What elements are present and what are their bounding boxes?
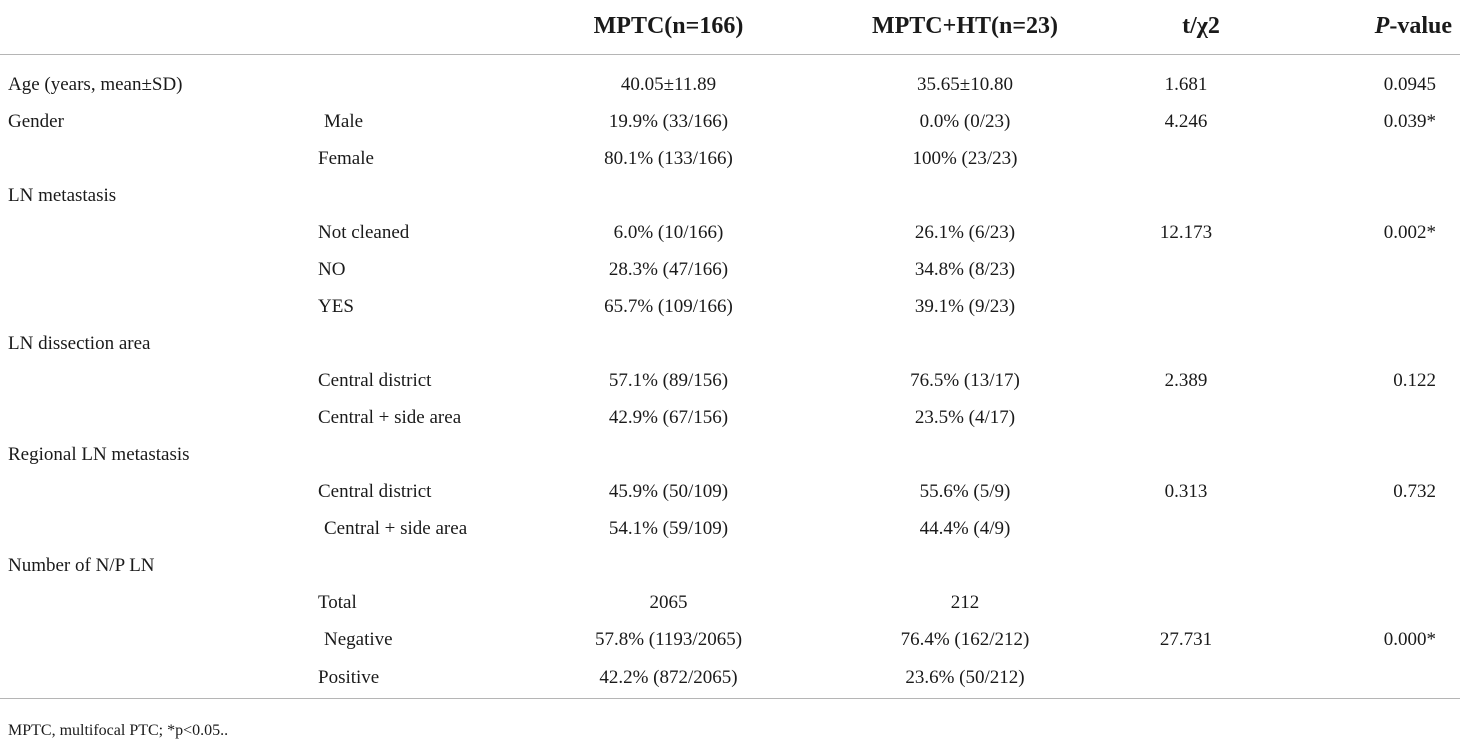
cell-variable: LN dissection area: [8, 332, 151, 354]
header-p-suffix: -value: [1389, 13, 1452, 40]
cell-mptc-ht: 35.65±10.80: [917, 73, 1013, 95]
cell-subgroup: [306, 177, 521, 214]
header-subgroup: [306, 0, 521, 54]
cell-mptc: 57.8% (1193/2065): [594, 628, 743, 650]
table-row: [0, 436, 1460, 473]
table-row: [0, 140, 1460, 177]
cell-variable: [0, 473, 306, 510]
header-mptc: MPTC(n=166): [521, 0, 816, 54]
cell-mptc: 65.7% (109/166): [604, 295, 733, 317]
table-row: [0, 399, 1460, 436]
cell-p-value: 0.122: [1393, 369, 1436, 391]
cell-mptc-ht: [816, 177, 1114, 214]
cell-mptc: 19.9% (33/166): [608, 110, 729, 132]
cell-mptc-ht: 55.6% (5/9): [919, 480, 1011, 502]
cell-subgroup: [306, 436, 521, 473]
cell-variable: [0, 140, 306, 177]
cell-p-value: 0.732: [1393, 480, 1436, 502]
cell-variable: Number of N/P LN: [8, 554, 155, 576]
cell-mptc-ht: [816, 436, 1114, 473]
cell-mptc: 54.1% (59/109): [608, 517, 729, 539]
header-mptc-ht: MPTC+HT(n=23): [816, 0, 1114, 54]
cell-p-value: [1288, 288, 1460, 325]
cell-statistic: [1114, 436, 1288, 473]
cell-subgroup: YES: [318, 295, 354, 317]
cell-variable: LN metastasis: [8, 184, 117, 206]
cell-subgroup: [306, 54, 521, 103]
cell-variable: [0, 214, 306, 251]
cell-mptc-ht: 100% (23/23): [912, 147, 1018, 169]
cell-statistic: 27.731: [1159, 628, 1213, 650]
table-row: [0, 621, 1460, 658]
cell-subgroup: Central + side area: [324, 517, 468, 539]
cell-mptc: 40.05±11.89: [620, 73, 717, 95]
cell-mptc: 45.9% (50/109): [608, 480, 729, 502]
table-row: [0, 510, 1460, 547]
cell-variable: [0, 584, 306, 621]
cell-subgroup: Not cleaned: [318, 221, 410, 243]
cell-subgroup: Total: [318, 591, 357, 613]
cell-p-value: [1288, 251, 1460, 288]
cell-p-value: [1288, 436, 1460, 473]
cell-variable: [0, 251, 306, 288]
header-p-italic: P: [1374, 13, 1390, 40]
table-row: [0, 658, 1460, 698]
cell-p-value: [1288, 510, 1460, 547]
cell-variable: [0, 510, 306, 547]
cell-p-value: 0.039*: [1383, 110, 1436, 132]
cell-statistic: 12.173: [1159, 221, 1213, 243]
cell-statistic: 2.389: [1164, 369, 1208, 391]
cell-subgroup: Central district: [318, 480, 432, 502]
cell-mptc-ht: 26.1% (6/23): [914, 221, 1016, 243]
cell-p-value: [1288, 140, 1460, 177]
cell-p-value: [1288, 658, 1460, 698]
cell-statistic: [1114, 658, 1288, 698]
cell-mptc-ht: 212: [950, 591, 980, 613]
cell-p-value: [1288, 177, 1460, 214]
cell-mptc-ht: 44.4% (4/9): [919, 517, 1011, 539]
cell-mptc-ht: 76.5% (13/17): [910, 369, 1020, 391]
cell-statistic: [1114, 177, 1288, 214]
cell-statistic: [1114, 547, 1288, 584]
cell-mptc: 6.0% (10/166): [613, 221, 724, 243]
cell-statistic: 4.246: [1164, 110, 1208, 132]
cell-mptc: 80.1% (133/166): [604, 147, 733, 169]
table-row: [0, 584, 1460, 621]
table-row: [0, 214, 1460, 251]
table-row: [0, 54, 1460, 103]
table-row: [0, 325, 1460, 362]
table-row: [0, 103, 1460, 140]
cell-p-value: 0.000*: [1383, 628, 1436, 650]
cell-variable: Age (years, mean±SD): [8, 73, 183, 95]
cell-mptc: 42.2% (872/2065): [521, 658, 816, 698]
cell-variable: [0, 399, 306, 436]
cell-subgroup: [306, 547, 521, 584]
cell-p-value: 0.0945: [1383, 73, 1436, 95]
table-row: [0, 362, 1460, 399]
cell-variable: [0, 362, 306, 399]
cell-variable: [0, 288, 306, 325]
cell-subgroup: [306, 325, 521, 362]
cell-subgroup: Central district: [318, 369, 432, 391]
header-statistic: t/χ2: [1114, 0, 1288, 54]
cell-mptc: 28.3% (47/166): [608, 258, 729, 280]
table-row: [0, 473, 1460, 510]
cell-statistic: [1114, 140, 1288, 177]
cell-mptc-ht: 34.8% (8/23): [914, 258, 1016, 280]
cell-mptc: [521, 177, 816, 214]
table-body: [0, 54, 1460, 698]
cell-mptc-ht: 0.0% (0/23): [919, 110, 1011, 132]
cell-mptc: 42.9% (67/156): [608, 406, 729, 428]
cell-mptc-ht: 39.1% (9/23): [914, 295, 1016, 317]
cell-subgroup: Male: [324, 110, 364, 132]
cell-mptc: [521, 547, 816, 584]
cell-p-value: [1288, 325, 1460, 362]
cell-variable: [0, 658, 306, 698]
cell-subgroup: Negative: [324, 628, 393, 650]
cell-subgroup: NO: [318, 258, 346, 280]
cell-statistic: [1114, 288, 1288, 325]
cell-statistic: [1114, 510, 1288, 547]
cell-mptc-ht: 76.4% (162/212): [900, 628, 1030, 650]
cell-statistic: 0.313: [1164, 480, 1208, 502]
cell-subgroup: Central + side area: [318, 406, 462, 428]
cell-statistic: [1114, 251, 1288, 288]
cell-mptc-ht: [816, 547, 1114, 584]
table-row: [0, 547, 1460, 584]
cell-statistic: 1.681: [1164, 73, 1208, 95]
cell-p-value: [1288, 399, 1460, 436]
cell-mptc: [521, 436, 816, 473]
cell-variable: Gender: [8, 110, 64, 132]
table-row: [0, 251, 1460, 288]
cell-statistic: [1114, 325, 1288, 362]
cell-p-value: 0.002*: [1383, 221, 1436, 243]
cell-statistic: [1114, 399, 1288, 436]
cell-mptc: 2065: [649, 591, 688, 613]
table-header-row: [0, 0, 1460, 54]
header-variable: [0, 0, 306, 54]
cell-variable: Regional LN metastasis: [8, 443, 190, 465]
cell-p-value: [1288, 584, 1460, 621]
cell-mptc-ht: 23.6% (50/212): [816, 658, 1114, 698]
cell-statistic: [1114, 584, 1288, 621]
cell-subgroup: Positive: [306, 658, 521, 698]
table-row: [0, 177, 1460, 214]
cell-mptc: 57.1% (89/156): [608, 369, 729, 391]
cell-variable: [0, 621, 306, 658]
cell-mptc: [521, 325, 816, 362]
header-p-value: [1288, 0, 1460, 54]
table-footnote: MPTC, multifocal PTC; *p<0.05..: [8, 722, 229, 739]
cell-mptc-ht: 23.5% (4/17): [914, 406, 1016, 428]
cell-p-value: [1288, 547, 1460, 584]
cell-subgroup: Female: [318, 147, 374, 169]
cell-mptc-ht: [816, 325, 1114, 362]
table-row: [0, 288, 1460, 325]
